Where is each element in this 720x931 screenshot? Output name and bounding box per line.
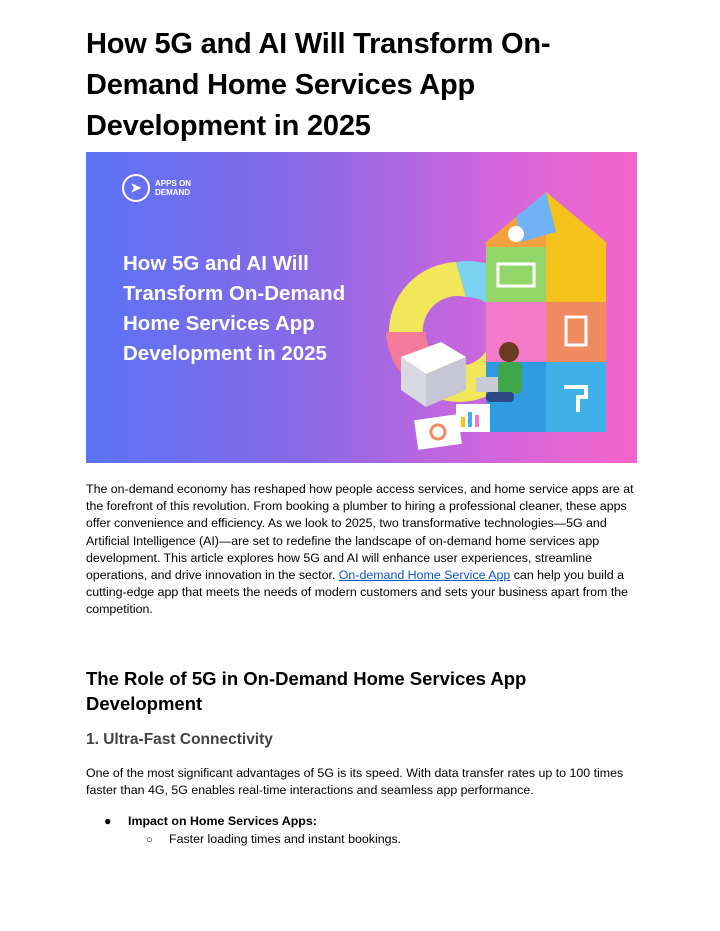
list-item-label: Impact on Home Services Apps: (128, 814, 317, 828)
house-roof-right (546, 192, 606, 302)
house-block-green (486, 247, 546, 302)
bar-chart-icon (475, 415, 479, 427)
intro-text-end: can help you build a cutting-edge app that meets the needs of modern customers and sets your business apart from the competition. (86, 568, 629, 617)
hero-banner-image (86, 152, 637, 463)
list-item (104, 813, 317, 830)
person-head (499, 342, 519, 362)
person-body (498, 362, 522, 394)
rocket-icon: ➤ (122, 174, 150, 202)
smart-home-illustration-icon (326, 192, 626, 462)
laptop-icon (476, 377, 498, 392)
document-sheet (414, 414, 462, 450)
lightbulb-icon (508, 226, 524, 242)
body-paragraph: One of the most significant advantages of 5G is its speed. With data transfer rates up to 100 times faster than 4G, 5G enables real-time interactions and seamless app performance. (86, 766, 624, 798)
intro-text: The on-demand economy has reshaped how people access services, and home service apps are at the forefront of this revolution. From booking a plumber to hiring a professional cleaner, these apps offer convenience and efficiency. As we look to 2025, two transformative technologies—5G and Artificial Intelligence (AI)—are set to redefine the landscape of on-demand home services app development. This article explores how 5G and AI will enhance user experiences, streamline operations, and drive innovation in the sector. (86, 482, 634, 583)
bar-chart-icon (468, 412, 472, 427)
home-service-app-link[interactable]: On-demand Home Service App (338, 568, 511, 583)
sub-list-item-text: Faster loading times and instant bookings. (169, 832, 402, 846)
page-title: How 5G and AI Will Transform On-Demand Home Services App Development in 2025 (86, 28, 551, 142)
sub-list-item (146, 831, 401, 849)
brand-logo-text: APPS ON DEMAND (155, 179, 192, 197)
hero-heading: How 5G and AI Will Transform On-Demand Home Services App Development in 2025 (123, 252, 346, 365)
house-block-orange (546, 302, 606, 362)
subsection-heading: 1. Ultra-Fast Connectivity (86, 731, 273, 748)
brand-logo (122, 174, 199, 202)
section-heading: The Role of 5G in On-Demand Home Services App Development (86, 668, 527, 714)
sub-bullet-marker: ○ (146, 834, 153, 846)
bar-chart-icon (461, 417, 465, 427)
bullet-marker: ● (104, 814, 112, 828)
intro-paragraph (86, 481, 638, 619)
person-legs (486, 392, 514, 402)
